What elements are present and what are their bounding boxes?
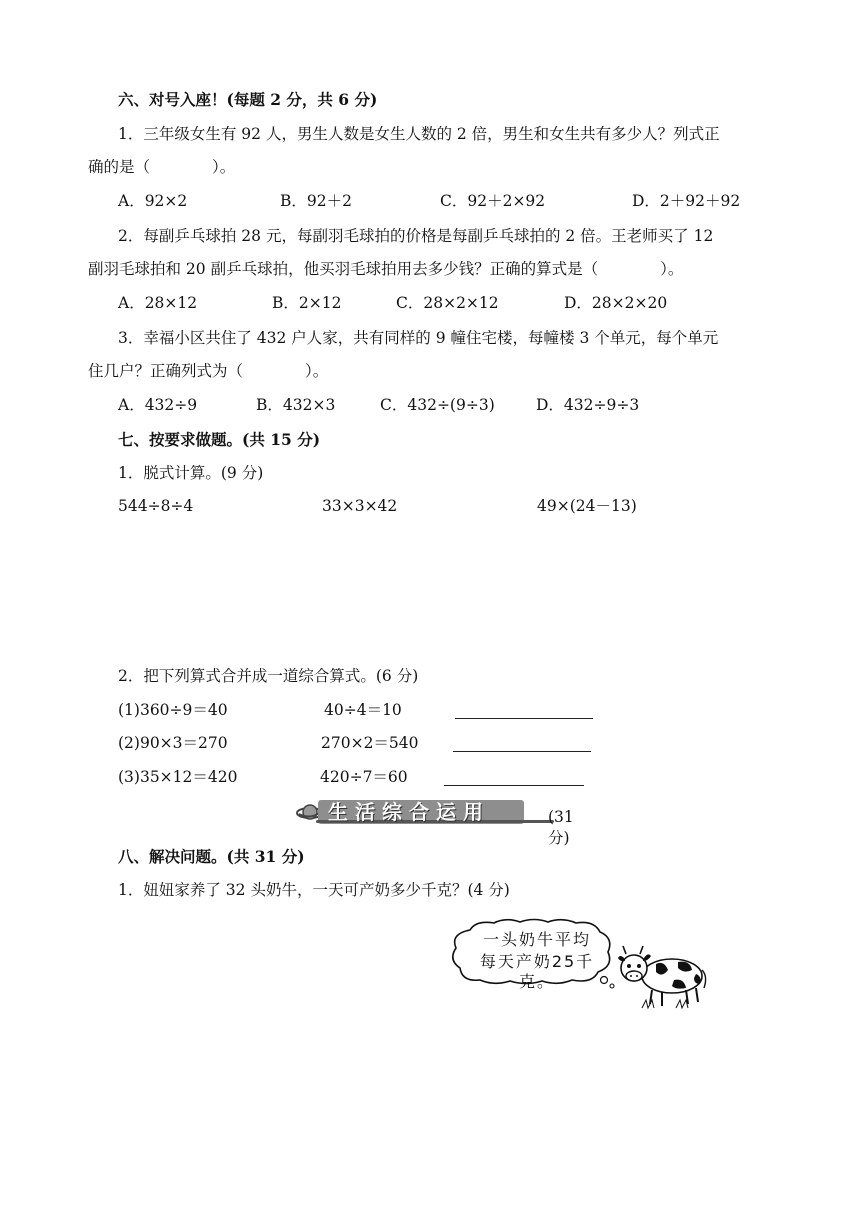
q6-3-stem-line1: 3．幸福小区共住了 432 户人家，共有同样的 9 幢住宅楼，每幢楼 3 个单元，每个单元 bbox=[118, 329, 719, 347]
q7-2-row3-a: (3)35×12＝420 bbox=[118, 768, 238, 786]
bubble-line-1: 一头奶牛平均 bbox=[482, 930, 591, 949]
q6-3-option-b[interactable]: B．432×3 bbox=[256, 396, 336, 414]
q6-1-option-d[interactable]: D．2＋92＋92 bbox=[632, 192, 741, 210]
q7-1-expr-3: 49×(24－13) bbox=[537, 497, 637, 515]
section7-title: 七、按要求做题。(共 15 分) bbox=[118, 430, 321, 449]
q6-1-option-a[interactable]: A．92×2 bbox=[118, 192, 188, 210]
q6-3-option-d[interactable]: D．432÷9÷3 bbox=[536, 396, 640, 414]
q6-2-stem-line1: 2．每副乒乓球拍 28 元，每副羽毛球拍的价格是每副乒乓球拍的 2 倍。王老师买了 12 bbox=[118, 227, 714, 245]
q7-1-expr-1: 544÷8÷4 bbox=[118, 497, 194, 515]
cow-illustration-icon bbox=[616, 940, 708, 1010]
section-banner bbox=[296, 798, 596, 847]
q7-2-row3-b: 420÷7＝60 bbox=[320, 768, 408, 786]
q6-2-stem-line2: 副羽毛球拍和 20 副乒乓球拍，他买羽毛球拍用去多少钱？正确的算式是（ ）。 bbox=[88, 260, 684, 278]
q7-2-row1-b: 40÷4＝10 bbox=[324, 701, 402, 719]
q6-1-stem-line1: 1．三年级女生有 92 人，男生人数是女生人数的 2 倍，男生和女生共有多少人？列式正 bbox=[118, 125, 720, 143]
q6-2-option-a[interactable]: A．28×12 bbox=[118, 294, 198, 312]
banner-score: (31 分) bbox=[548, 808, 574, 847]
q6-3-stem-line2: 住几户？正确列式为（ ）。 bbox=[88, 362, 329, 380]
q6-2-option-d[interactable]: D．28×2×20 bbox=[564, 294, 668, 312]
q7-2-row2-answer-blank[interactable] bbox=[453, 733, 591, 752]
q6-2-option-c[interactable]: C．28×2×12 bbox=[396, 294, 499, 312]
q7-1-label: 1．脱式计算。(9 分) bbox=[118, 464, 264, 482]
q7-2-row2-b: 270×2＝540 bbox=[321, 734, 419, 752]
q7-2-label: 2．把下列算式合并成一道综合算式。(6 分) bbox=[118, 667, 419, 685]
q6-3-option-a[interactable]: A．432÷9 bbox=[118, 396, 198, 414]
section6-title: 六、对号入座！(每题 2 分，共 6 分) bbox=[118, 90, 378, 109]
q6-1-option-b[interactable]: B．92＋2 bbox=[280, 192, 352, 210]
q7-1-expr-2: 33×3×42 bbox=[322, 497, 398, 515]
section8-title: 八、解决问题。(共 31 分) bbox=[118, 847, 305, 866]
banner-title: 生活综合运用 bbox=[328, 800, 490, 824]
q8-1-label: 1．妞妞家养了 32 头奶牛，一天可产奶多少千克？(4 分) bbox=[118, 881, 510, 899]
q6-1-stem-line2: 确的是（ ）。 bbox=[88, 158, 236, 176]
q6-3-option-c[interactable]: C．432÷(9÷3) bbox=[380, 396, 495, 414]
bubble-line-2: 每天产奶25千克。 bbox=[479, 952, 595, 991]
q7-2-row2-a: (2)90×3＝270 bbox=[118, 734, 228, 752]
q6-1-option-c[interactable]: C．92＋2×92 bbox=[440, 192, 546, 210]
q7-2-row3-answer-blank[interactable] bbox=[444, 767, 584, 786]
q6-2-option-b[interactable]: B．2×12 bbox=[272, 294, 342, 312]
speech-bubble bbox=[448, 918, 618, 990]
q7-2-row1-a: (1)360÷9＝40 bbox=[118, 701, 228, 719]
q7-2-row1-answer-blank[interactable] bbox=[455, 700, 593, 719]
